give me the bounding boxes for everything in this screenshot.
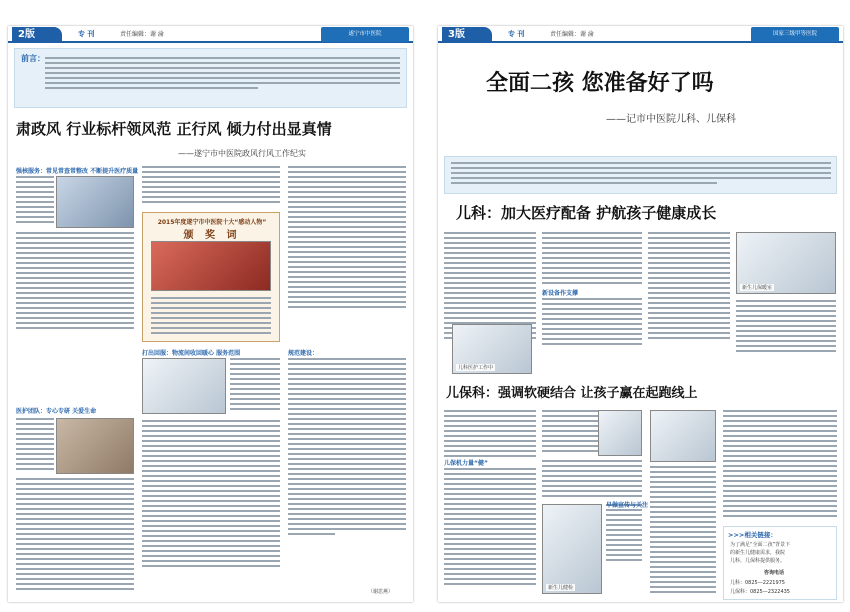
award-box (142, 212, 280, 342)
award-title: 颁 奖 词 (183, 230, 241, 241)
photo-newborn-exam (542, 504, 602, 594)
article-text-col1 (16, 232, 134, 332)
left-headline: 肃政风 行业标杆领风范 正行风 倾力付出显真情 (16, 120, 332, 138)
photo-caption: 儿科医护工作中 (458, 365, 494, 371)
section-heading: 新设备作支撑 (542, 290, 579, 297)
related-line: 的新生儿健康需求，我院 (730, 550, 786, 556)
page-3 (438, 26, 843, 602)
hospital-logo: 遂宁市中医院 (321, 27, 409, 42)
article-text-col2 (142, 166, 280, 206)
article-text-col3 (288, 166, 406, 311)
related-line: 儿科、儿保科提供服务。 (730, 558, 786, 564)
column-label: 专 刊 (78, 30, 95, 38)
hospital-logo: 国家三级甲等医院 (751, 27, 839, 42)
preface-text (45, 57, 400, 92)
left-subtitle: ——遂宁市中医院政风行风工作纪实 (178, 149, 306, 158)
preface-label: 前言： (21, 54, 45, 63)
page-number: 2版 (12, 27, 62, 42)
photo-doctor-consult (56, 176, 134, 228)
right-subtitle: ——记市中医院儿科、儿保科 (606, 114, 736, 125)
editor-label: 责任编辑：谢 渝 (550, 31, 594, 38)
page-number: 3版 (442, 27, 492, 42)
page-header (438, 26, 843, 43)
photo-medical-team (56, 418, 134, 474)
photo-child-clinic (650, 410, 716, 462)
photo-award-ceremony (151, 241, 271, 291)
section-heading: 规范建设： (288, 350, 319, 357)
page-2 (8, 26, 413, 602)
related-line: 咨询电话 (764, 570, 785, 576)
related-links-box (723, 526, 837, 600)
section-heading: 强核服务：常见常查常整改 不断提升医疗质量 (16, 168, 139, 175)
author-credit: （谢思燕） (368, 589, 394, 595)
editor-label: 责任编辑：谢 渝 (120, 31, 164, 38)
photo-child-checkup (598, 410, 642, 456)
award-heading: 2015年度遂宁市中医院十大“感动人物” (157, 219, 267, 226)
photo-caption: 新生儿保暖室 (742, 285, 773, 291)
right-headline: 全面二孩 您准备好了吗 (486, 71, 714, 96)
pediatrics-heading: 儿科：加大医疗配备 护航孩子健康成长 (456, 204, 717, 222)
section-heading: 打出回服：物流间收回暖心 服务范围 (142, 350, 241, 357)
intro-box (444, 156, 837, 194)
child-health-text-col1 (444, 410, 536, 460)
related-heading: >>>相关链接： (728, 531, 777, 539)
photo-caption: 新生儿健检 (548, 585, 574, 591)
phone-pediatrics: 儿科：0825—2221975 (730, 580, 785, 586)
column-label: 专 刊 (508, 30, 525, 38)
phone-child-health: 儿保科：0825—2322435 (730, 589, 790, 595)
section-heading: 儿保机力量“健” (444, 460, 488, 467)
photo-ward (142, 358, 226, 414)
page-header (8, 26, 413, 43)
related-line: 为了满足“全面二孩”背景下 (730, 542, 791, 548)
section-heading: 医护团队：专心专研 关爱生命 (16, 408, 97, 415)
preface-box (14, 48, 407, 108)
section-heading: 早做宣传与关注 (606, 502, 649, 509)
child-health-heading: 儿保科：强调软硬结合 让孩子赢在起跑线上 (446, 386, 698, 401)
